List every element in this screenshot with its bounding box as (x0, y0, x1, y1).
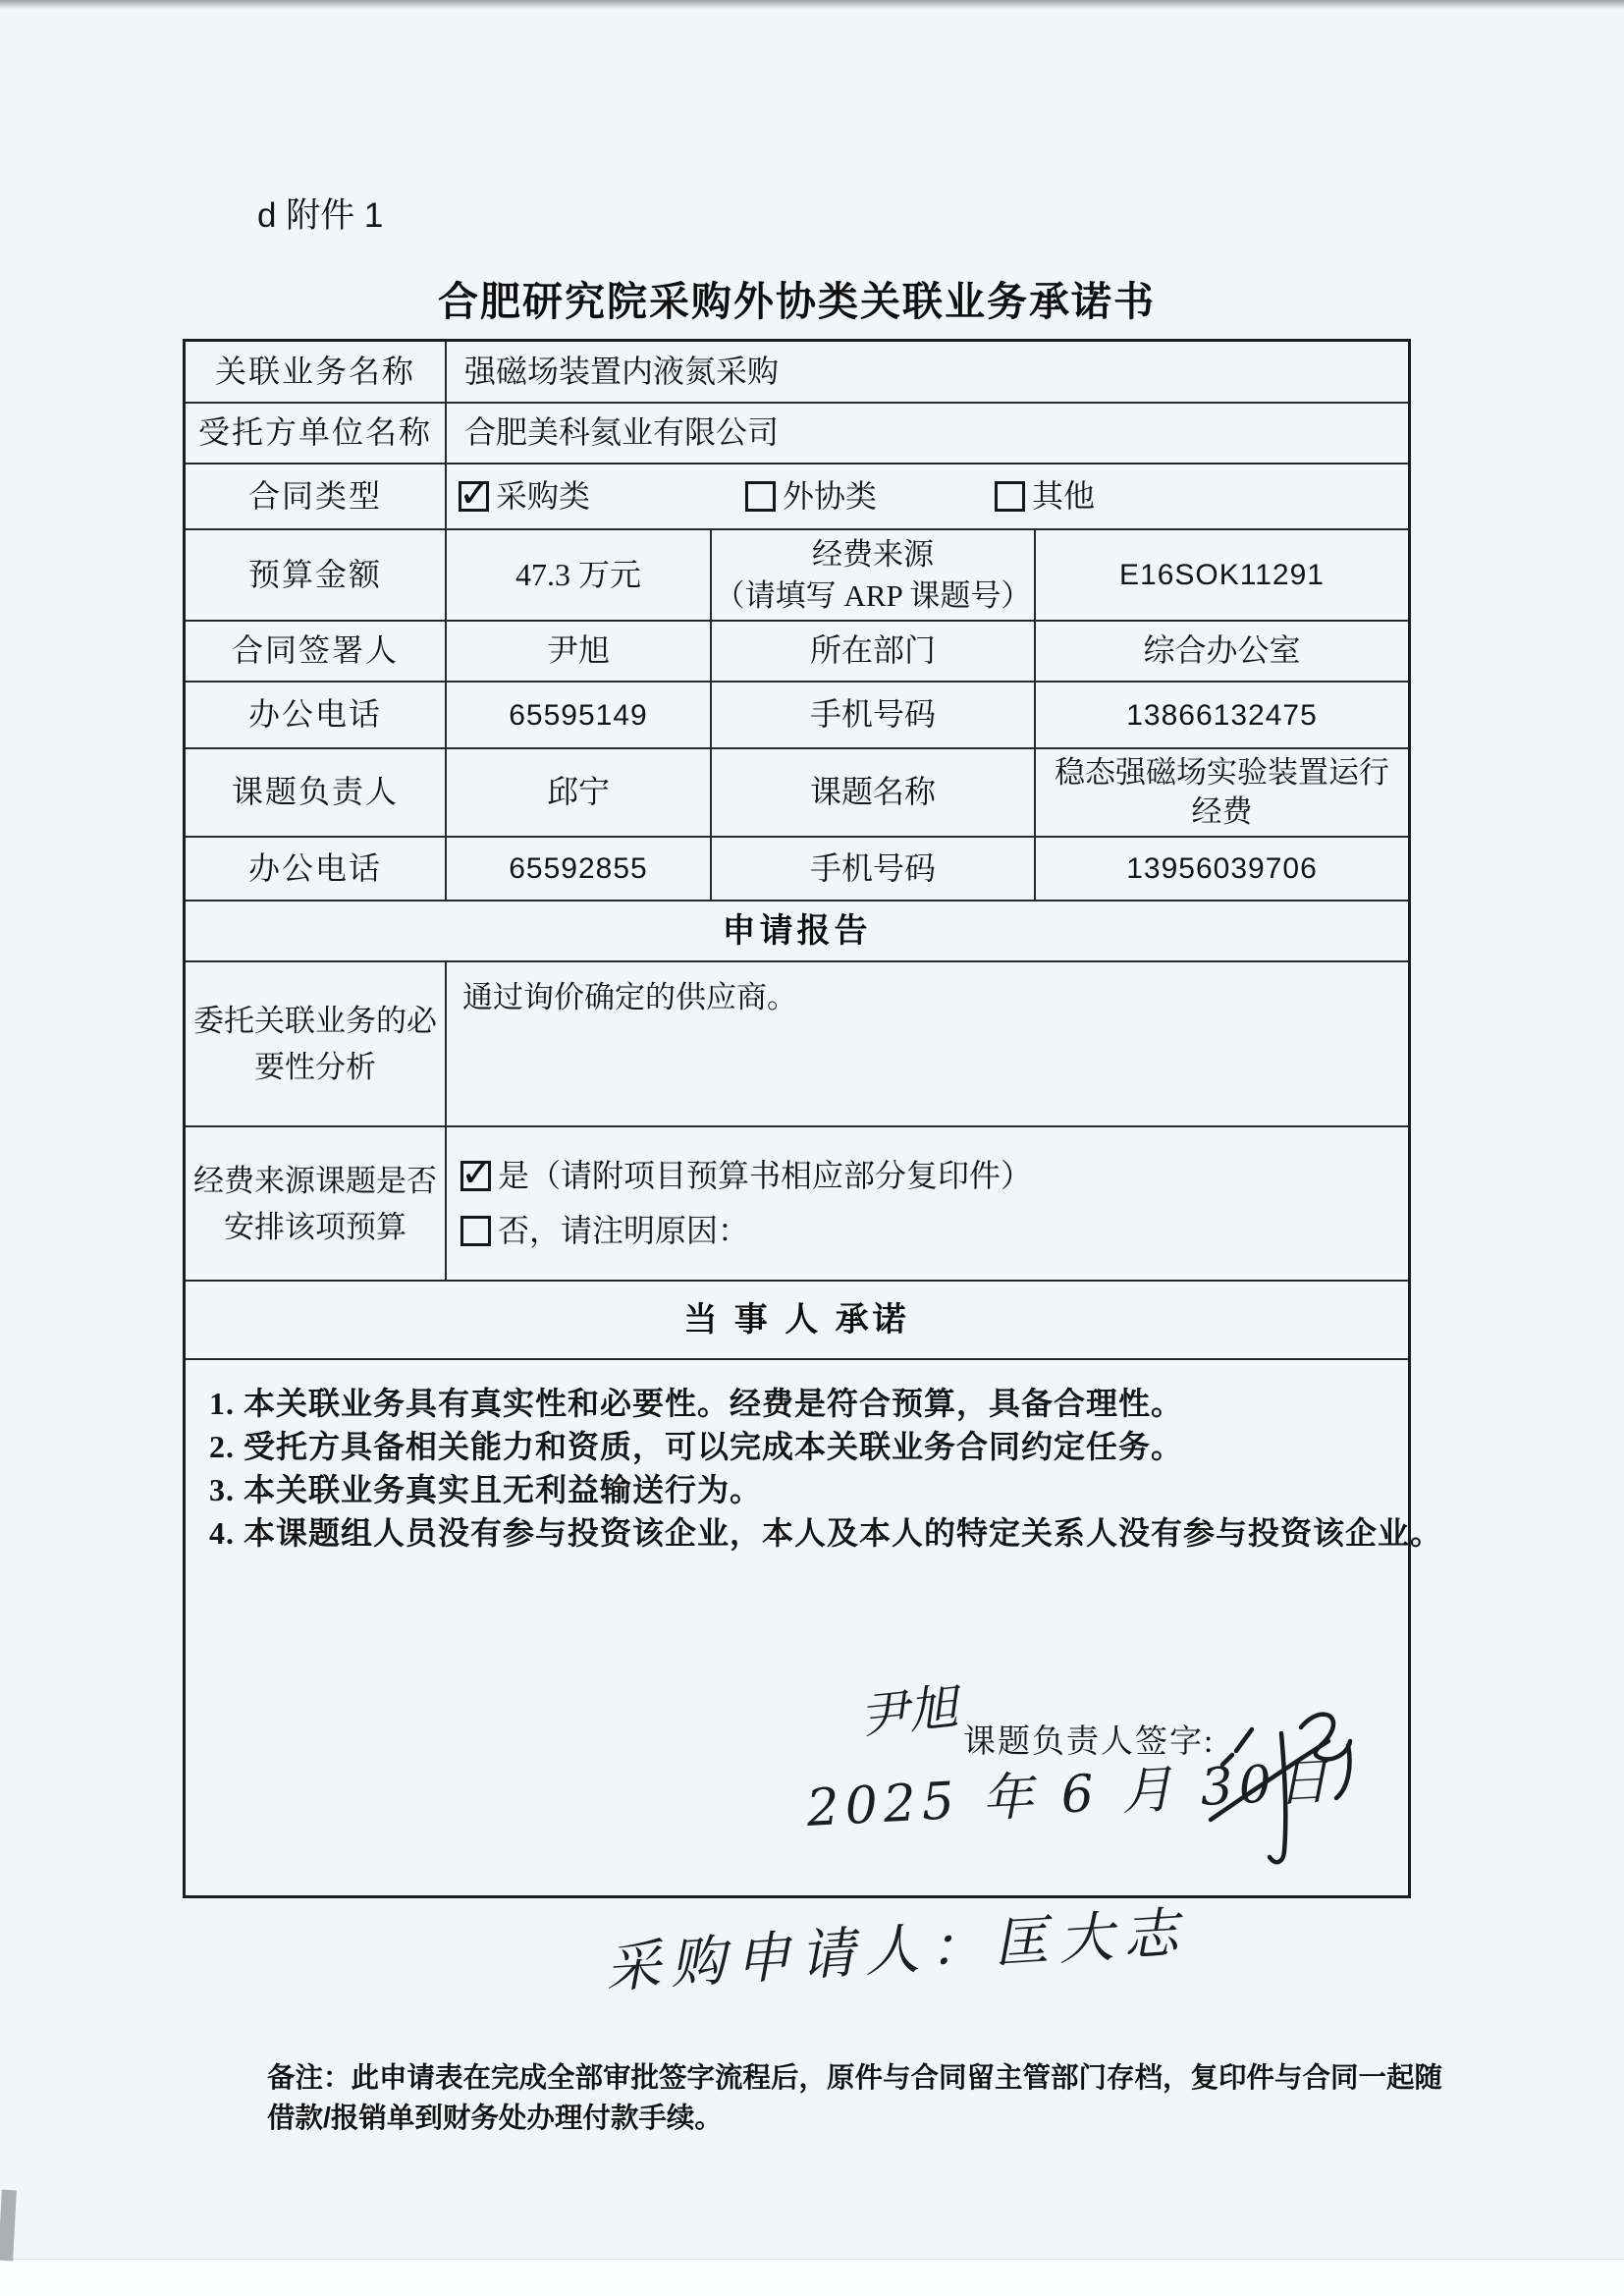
field-label-funding (710, 530, 1034, 620)
checkbox-option-yes (460, 1151, 1033, 1197)
budget-question-options (445, 1127, 1408, 1280)
section-header-row (186, 902, 1408, 962)
section-header-row (186, 1282, 1408, 1360)
table-row (186, 749, 1408, 838)
table-row (186, 838, 1408, 902)
signature-label: 课题负责人签字: (963, 1724, 1216, 1760)
handwritten-applicant-line: 采购申请人：匡大志 (603, 1900, 1190, 2001)
form-table (183, 339, 1443, 1898)
funding-label-line1: 经费来源 (812, 536, 934, 572)
field-value-necessity: 通过询价确定的供应商。 (445, 962, 1408, 1125)
checkbox-checked-icon (460, 1151, 494, 1197)
footer-note: 备注：此申请表在完成全部审批签字流程后，原件与合同留主管部门存档，复印件与合同一起随借款/报销单到财务处办理付款手续。 (267, 2062, 1443, 2134)
checkbox-label: 外协类 (783, 477, 878, 514)
section-title-application-report: 申请报告 (722, 911, 872, 950)
field-label-pi: 课题负责人 (231, 774, 399, 810)
checkbox-option-purchase (459, 471, 591, 518)
field-label-project: 课题名称 (710, 749, 1034, 836)
checkbox-unchecked-icon (460, 1216, 491, 1246)
table-row (186, 465, 1408, 530)
field-value-business-name: 强磁场装置内液氮采购 (445, 342, 1408, 402)
field-label-business-name: 关联业务名称 (214, 353, 415, 389)
checkbox-option-no (460, 1211, 749, 1252)
handwritten-pi-name: 尹旭 (856, 1677, 961, 1746)
table-row (186, 530, 1408, 622)
field-label-mobile-1: 手机号码 (710, 683, 1034, 747)
field-value-pi: 邱宁 (445, 749, 710, 836)
field-value-mobile-2: 13956039706 (1034, 838, 1408, 900)
checkbox-unchecked-icon (995, 481, 1025, 512)
field-label-contract-type: 合同类型 (247, 477, 382, 514)
check-mark-icon: ✓ (459, 471, 492, 517)
field-value-budget: 47.3 万元 (445, 530, 710, 620)
field-label-department: 所在部门 (710, 622, 1034, 681)
scan-edge-top (0, 0, 1624, 9)
field-value-project: 稳态强磁场实验装置运行经费 (1034, 749, 1408, 836)
field-value-department: 综合办公室 (1034, 622, 1408, 681)
checkbox-label: 是（请附项目预算书相应部分复印件） (498, 1157, 1033, 1193)
field-label-budget-question: 经费来源课题是否安排该项预算 (193, 1163, 437, 1244)
field-label-office-phone-2: 办公电话 (247, 849, 382, 886)
funding-label-line2: （请填写 ARP 课题号） (714, 577, 1032, 613)
field-value-office-phone-1: 65595149 (445, 683, 710, 747)
checkbox-label: 采购类 (496, 477, 591, 514)
table-row (186, 342, 1408, 404)
handwritten-date: 2025 年 6 月 30日 (805, 1751, 1336, 1839)
autograph-signature (1203, 1694, 1380, 1890)
field-label-office-phone-1: 办公电话 (247, 696, 382, 733)
checkbox-label: 否，请注明原因： (498, 1212, 750, 1248)
field-label-budget: 预算金额 (247, 556, 382, 592)
scan-edge-bottom (0, 2259, 1624, 2296)
checkbox-unchecked-icon (745, 481, 776, 512)
commitment-item: 4. 本课题组人员没有参与投资该企业，本人及本人的特定关系人没有参与投资该企业。 (209, 1515, 1443, 1551)
field-value-signer: 尹旭 (445, 622, 710, 681)
table-row (186, 683, 1408, 749)
field-value-mobile-1: 13866132475 (1034, 683, 1408, 747)
checkbox-option-outsourcing (745, 476, 877, 518)
table-row (186, 622, 1408, 683)
field-value-trustee: 合肥美科氦业有限公司 (445, 404, 1408, 463)
page-title: 合肥研究院采购外协类关联业务承诺书 (438, 279, 1156, 324)
field-label-signer: 合同签署人 (231, 632, 399, 669)
field-label-necessity: 委托关联业务的必要性分析 (193, 1004, 437, 1084)
checkbox-checked-icon (459, 471, 492, 517)
commitment-item: 2. 受托方具备相关能力和资质，可以完成本关联业务合同约定任务。 (209, 1429, 1184, 1464)
field-value-office-phone-2: 65592855 (445, 838, 710, 900)
section-title-commitment: 当 事 人 承诺 (683, 1300, 910, 1339)
table-row (186, 404, 1408, 465)
table-row (186, 962, 1408, 1127)
field-label-trustee: 受托方单位名称 (197, 414, 432, 451)
scan-edge-corner (0, 2190, 17, 2262)
commitment-list (209, 1382, 1442, 1555)
checkbox-label: 其他 (1032, 477, 1096, 514)
contract-type-options (445, 465, 1408, 528)
checkbox-option-other (995, 476, 1095, 518)
commitment-cell (186, 1360, 1443, 1895)
table-row (186, 1127, 1408, 1282)
field-label-mobile-2: 手机号码 (710, 838, 1034, 900)
field-value-funding-code: E16SOK11291 (1034, 530, 1408, 620)
attachment-label: d 附件 1 (257, 196, 384, 235)
commitment-item: 3. 本关联业务真实且无利益输送行为。 (209, 1472, 763, 1507)
commitment-item: 1. 本关联业务具有真实性和必要性。经费是符合预算，具备合理性。 (209, 1386, 1184, 1421)
check-mark-icon: ✓ (460, 1151, 494, 1197)
